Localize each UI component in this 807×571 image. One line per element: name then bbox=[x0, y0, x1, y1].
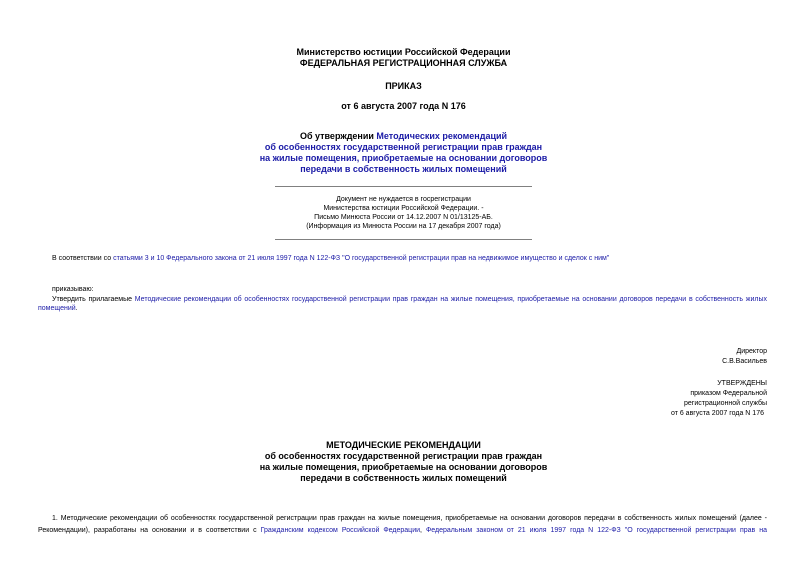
preamble-text: В соответствии со bbox=[52, 255, 114, 262]
paragraph-1-line1: 1. Методические рекомендации об особенностях государственной регистрации прав граждан на жилые помещения, приобретаемые на основании договоров передачи в собственность жилых помещений (далее - bbox=[52, 515, 767, 522]
title-link-line4[interactable]: передачи в собственность жилых помещений bbox=[300, 164, 507, 174]
approval-stamp-line: регистрационной службы bbox=[684, 400, 767, 407]
title-link-line3[interactable]: на жилые помещения, приобретаемые на основании договоров bbox=[259, 153, 548, 163]
registration-note-line: Письмо Минюста России от 14.12.2007 N 01/13125-АБ. bbox=[314, 214, 493, 221]
civil-code-link[interactable]: Гражданским кодексом Российской Федерации bbox=[260, 527, 421, 534]
recommendations-title-line: передачи в собственность жилых помещений bbox=[300, 473, 507, 483]
service-name: ФЕДЕРАЛЬНАЯ РЕГИСТРАЦИОННАЯ СЛУЖБА bbox=[299, 58, 508, 68]
approve-text: Утвердить прилагаемые bbox=[52, 296, 135, 303]
registration-note-line: Документ не нуждается в госрегистрации bbox=[336, 196, 471, 203]
approve-paragraph bbox=[38, 295, 767, 313]
recommendations-title-main: МЕТОДИЧЕСКИЕ РЕКОМЕНДАЦИИ bbox=[326, 440, 481, 450]
approval-stamp-line: приказом Федеральной bbox=[690, 390, 767, 397]
approval-stamp-title: УТВЕРЖДЕНЫ bbox=[717, 380, 767, 387]
order-word: приказываю: bbox=[52, 286, 94, 293]
recommendations-title bbox=[0, 440, 807, 484]
federal-law-link[interactable]: статьями 3 и 10 Федерального закона от 21 июля 1997 года N 122-ФЗ "О государственной регистрации прав на недвижимое имущество и сделок с ним" bbox=[113, 255, 610, 262]
approve-end: . bbox=[75, 305, 78, 312]
document-type: ПРИКАЗ bbox=[385, 81, 422, 91]
recommendations-title-line: об особенностях государственной регистрации прав граждан bbox=[264, 451, 543, 461]
registration-note bbox=[0, 195, 807, 231]
preamble bbox=[52, 254, 772, 263]
title-link-line1[interactable]: Методических рекомендаций bbox=[376, 131, 508, 141]
ministry-name: Министерство юстиции Российской Федерации bbox=[296, 47, 511, 57]
federal-law-122-link[interactable]: Федеральным законом от 21 июля 1997 года N 122-ФЗ "О государственной регистрации прав на bbox=[425, 527, 767, 534]
registration-note-line: Министерства юстиции Российской Федерации. - bbox=[323, 205, 484, 212]
document-date-number: от 6 августа 2007 года N 176 bbox=[341, 101, 466, 111]
divider-bottom bbox=[275, 239, 532, 240]
paragraph-1-text: Рекомендации), разработаны на основании и в соответствии с bbox=[38, 527, 261, 534]
title-link-line2[interactable]: об особенностях государственной регистрации прав граждан bbox=[264, 142, 543, 152]
signature-name: С.В.Васильев bbox=[722, 358, 767, 365]
registration-note-line: (Информация из Минюста России на 17 декабря 2007 года) bbox=[306, 223, 501, 230]
signature-position: Директор bbox=[736, 348, 767, 355]
paragraph-1-separator: , bbox=[420, 527, 426, 534]
title-prefix: Об утверждении bbox=[299, 131, 377, 141]
recommendations-title-line: на жилые помещения, приобретаемые на основании договоров bbox=[259, 462, 548, 472]
approval-stamp-date: от 6 августа 2007 года N 176 bbox=[670, 410, 764, 417]
paragraph-1 bbox=[38, 514, 767, 535]
paragraph-1-line2 bbox=[38, 526, 767, 535]
divider-top bbox=[275, 186, 532, 187]
document-title bbox=[0, 131, 807, 175]
recommendations-link[interactable]: Методические рекомендации об особенностях государственной регистрации прав граждан на жилые помещения, приобретаемые на основании договоров передачи в собственность жилых помещений bbox=[38, 296, 767, 312]
